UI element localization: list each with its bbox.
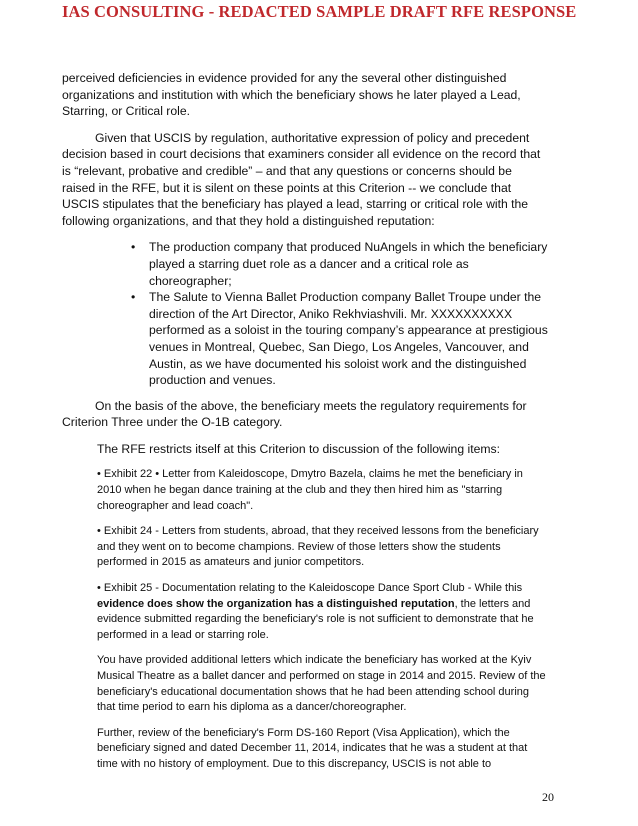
paragraph-conclusion: On the basis of the above, the beneficiary meets the regulatory requirements for Criterion Three under the O-1B category.: [62, 398, 527, 430]
document-body: [62, 70, 548, 783]
exhibit-25-bold-text: evidence does show the organization has a distinguished reputation: [97, 597, 455, 610]
bullet-text: The production company that produced NuAngels in which the beneficiary played a starring duet role as a dancer and a critical role as choreographer;: [149, 240, 548, 288]
kyiv-theatre-paragraph: You have provided additional letters which indicate the beneficiary has worked at the Kyiv Musical Theatre as a ballet dancer and performed on stage in 2014 and 2015. Review of the beneficiary's educational documentation shows that he had been attending school during that time period to earn his diploma as a dancer/choreographer.: [97, 654, 546, 714]
document-header-title: IAS CONSULTING - REDACTED SAMPLE DRAFT RFE RESPONSE: [62, 2, 577, 21]
exhibit-25-text-end: , the letters and evidence submitted regarding the beneficiary's role is not sufficient to demonstrate that he performed in a lead or starring role.: [97, 597, 534, 641]
list-item: [62, 289, 548, 389]
organization-bullet-list: [62, 239, 548, 388]
exhibit-25-item: [97, 581, 548, 643]
page-number: 20: [542, 790, 554, 804]
exhibit-25-text-start: • Exhibit 25 - Documentation relating to the Kaleidoscope Dance Sport Club - While this: [97, 582, 523, 595]
list-item: [62, 239, 548, 289]
paragraph-continuation: perceived deficiencies in evidence provided for any the several other distinguished organizations and institution with which the beneficiary shows he later played a Lead, Starring, or Critical role.: [62, 71, 521, 119]
paragraph-rfe-restricts: The RFE restricts itself at this Criterion to discussion of the following items:: [97, 441, 501, 456]
exhibit-22-item: • Exhibit 22 • Letter from Kaleidoscope, Dmytro Bazela, claims he met the beneficiary in 2010 when he began dance training at the club and they then hired him as "starring choreographer and lead coach".: [97, 468, 523, 512]
bullet-text: The Salute to Vienna Ballet Production company Ballet Troupe under the direction of the Art Director, Aniko Rekhviashvili. Mr. XXXXXXXXXX performed as a soloist in the touring company’s appearance at prestigious venues in Montreal, Quebec, San Diego, Los Angeles, Vancouver, and Austin, as we have documented his soloist work and the distinguished production and venues.: [149, 290, 548, 388]
ds160-paragraph: Further, review of the beneficiary's Form DS-160 Report (Visa Application), which the beneficiary signed and dated December 11, 2014, indicates that he was a student at that time with no history of employment. Due to this discrepancy, USCIS is not able to: [97, 726, 528, 770]
paragraph-uscis-regulation: Given that USCIS by regulation, authoritative expression of policy and precedent decision based in court decisions that examiners consider all evidence on the record that is “relevant, probative and credible” – and that any questions or concerns should be raised in the RFE, but it is silent on these points at this Criterion -- we conclude that USCIS stipulates that the beneficiary has played a lead, starring or critical role with the following organizations, and that they hold a distinguished reputation:: [62, 130, 541, 228]
bullet-icon: •: [131, 290, 136, 305]
exhibit-24-item: • Exhibit 24 - Letters from students, abroad, that they received lessons from the beneficiary and they went on to become champions. Review of those letters show the students performed in 2015 as amateurs and junior competitors.: [97, 525, 539, 569]
bullet-icon: •: [131, 240, 136, 255]
